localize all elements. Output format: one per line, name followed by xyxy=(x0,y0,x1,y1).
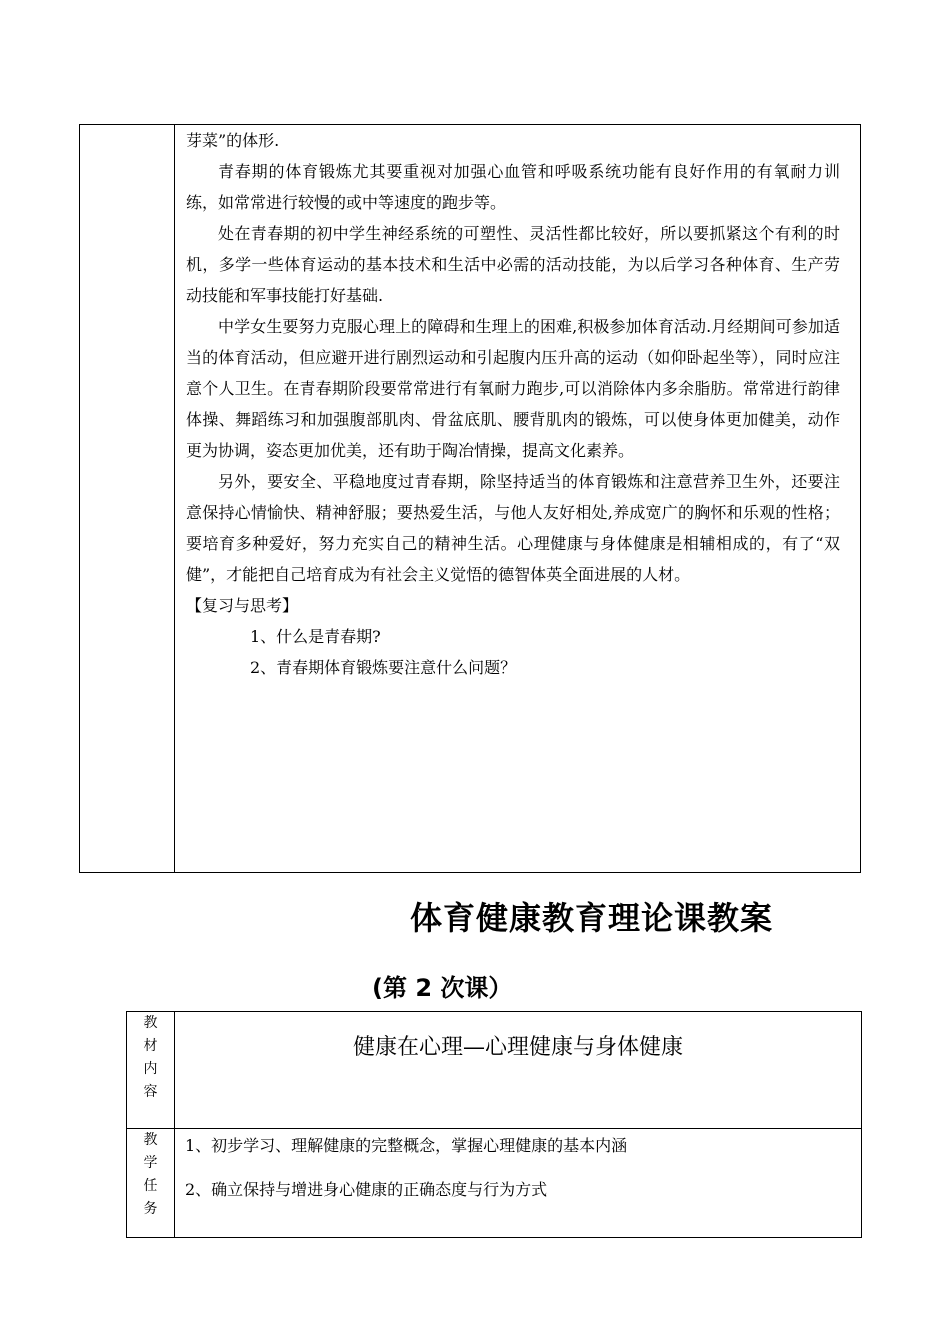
review-heading: 【复习与思考】 xyxy=(186,596,299,615)
label-char: 容 xyxy=(143,1084,158,1100)
paragraph-1: 青春期的体育锻炼尤其要重视对加强心血管和呼吸系统功能有良好作用的有氧耐力训练，如常常进行较慢的或中等速度的跑步等。 xyxy=(186,162,840,212)
table-row-material xyxy=(127,1012,862,1129)
table-row-tasks xyxy=(127,1129,862,1238)
label-char: 学 xyxy=(143,1155,158,1171)
label-char: 教 xyxy=(143,1132,158,1148)
continued-lesson-table xyxy=(79,124,861,873)
label-char: 务 xyxy=(143,1201,158,1217)
teaching-material-content: 健康在心理—心理健康与身体健康 xyxy=(175,1012,862,1129)
column-divider xyxy=(174,125,175,872)
review-question-2: 2、青春期体育锻炼要注意什么问题？ xyxy=(250,658,517,677)
lesson-plan-table xyxy=(126,1011,862,1238)
label-char: 材 xyxy=(143,1038,158,1054)
page-title: 体育健康教育理论课教案 xyxy=(410,899,774,937)
label-char: 教 xyxy=(143,1015,158,1031)
paragraph-0: 芽菜”的体形. xyxy=(186,131,280,150)
task-item-1: 1、初步学习、理解健康的完整概念，掌握心理健康的基本内涵 xyxy=(185,1136,628,1155)
label-teaching-tasks xyxy=(127,1129,175,1238)
teaching-tasks-content xyxy=(175,1129,862,1238)
lesson-body-text xyxy=(186,125,840,683)
paragraph-3: 中学女生要努力克服心理上的障碍和生理上的困难,积极参加体育活动.月经期间可参加适当的体育活动，但应避开进行剧烈运动和引起腹内压升高的运动（如仰卧起坐等），同时应注意个人卫生。在青春期阶段要常常进行有氧耐力跑步,可以消除体内多余脂肪。常常进行韵律体操、舞蹈练习和加强腹部肌肉、骨盆底肌、腰背肌肉的锻炼，可以使身体更加健美，动作更为协调，姿态更加优美，还有助于陶冶情操，提高文化素养。 xyxy=(186,317,840,460)
label-char: 任 xyxy=(143,1178,158,1194)
paragraph-2: 处在青春期的初中学生神经系统的可塑性、灵活性都比较好，所以要抓紧这个有利的时机，多学一些体育运动的基本技术和生活中必需的活动技能，为以后学习各种体育、生产劳动技能和军事技能打好基础. xyxy=(186,224,840,305)
task-item-2: 2、确立保持与增进身心健康的正确态度与行为方式 xyxy=(185,1180,548,1199)
paragraph-4: 另外，要安全、平稳地度过青春期，除坚持适当的体育锻炼和注意营养卫生外，还要注意保持心情愉快、精神舒服；要热爱生活，与他人友好相处,养成宽广的胸怀和乐观的性格；要培育多种爱好，努力充实自己的精神生活。心理健康与身体健康是相辅相成的，有了“双健”，才能把自己培育成为有社会主义觉悟的德智体英全面进展的人材。 xyxy=(186,472,840,584)
lesson-number-subtitle: (第 2 次课） xyxy=(372,974,513,1002)
label-char: 内 xyxy=(143,1061,158,1077)
label-teaching-material xyxy=(127,1012,175,1129)
review-question-1: 1、什么是青春期? xyxy=(250,627,381,646)
